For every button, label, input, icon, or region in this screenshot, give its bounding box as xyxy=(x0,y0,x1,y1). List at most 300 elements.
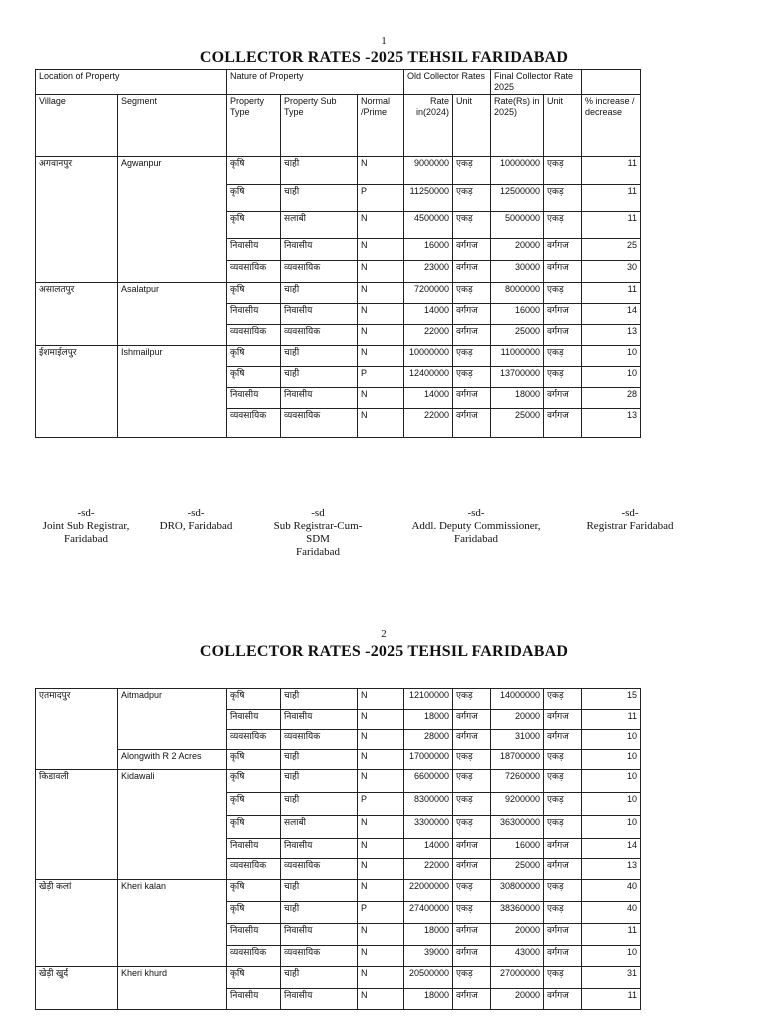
cell-village xyxy=(36,304,118,325)
cell-normal-prime: N xyxy=(358,261,404,283)
cell-unit-old: एकड़ xyxy=(453,816,491,839)
page-title-2: COLLECTOR RATES -2025 TEHSIL FARIDABAD xyxy=(199,643,569,660)
cell-unit-new: एकड़ xyxy=(544,816,582,839)
cell-rate-2024: 18000 xyxy=(404,710,453,730)
header-final-rates: Final Collector Rate 2025 xyxy=(491,70,582,95)
col-property-type: Property Type xyxy=(227,95,281,157)
cell-property-type: निवासीय xyxy=(227,239,281,261)
cell-percent-change: 11 xyxy=(582,185,641,212)
cell-segment xyxy=(118,859,227,880)
cell-village xyxy=(36,239,118,261)
cell-percent-change: 11 xyxy=(582,989,641,1010)
page-number: 1 xyxy=(381,35,387,47)
cell-village xyxy=(36,367,118,388)
cell-segment xyxy=(118,325,227,346)
cell-rate-2024: 22000000 xyxy=(404,880,453,902)
signature-block xyxy=(0,507,768,558)
cell-village xyxy=(36,710,118,730)
cell-property-sub-type: चाही xyxy=(281,902,358,924)
cell-rate-2025: 16000 xyxy=(491,304,544,325)
cell-property-sub-type: व्यवसायिक xyxy=(281,325,358,346)
cell-property-type: व्यवसायिक xyxy=(227,325,281,346)
cell-normal-prime: N xyxy=(358,157,404,185)
cell-property-type: निवासीय xyxy=(227,839,281,859)
cell-percent-change: 10 xyxy=(582,750,641,770)
cell-property-type: निवासीय xyxy=(227,388,281,409)
cell-unit-old: एकड़ xyxy=(453,689,491,710)
cell-unit-new: एकड़ xyxy=(544,967,582,989)
table-row xyxy=(36,388,641,409)
table-row xyxy=(36,816,641,839)
cell-percent-change: 13 xyxy=(582,859,641,880)
cell-rate-2024: 12400000 xyxy=(404,367,453,388)
cell-village xyxy=(36,946,118,967)
cell-unit-old: वर्गगज xyxy=(453,325,491,346)
cell-property-sub-type: चाही xyxy=(281,283,358,304)
signature-mark: -sd- xyxy=(77,507,95,519)
cell-unit-old: एकड़ xyxy=(453,283,491,304)
cell-unit-new: वर्गगज xyxy=(544,409,582,438)
cell-segment xyxy=(118,239,227,261)
col-normal-prime: Normal /Prime xyxy=(358,95,404,157)
cell-rate-2025: 25000 xyxy=(491,409,544,438)
cell-property-type: कृषि xyxy=(227,157,281,185)
cell-unit-new: एकड़ xyxy=(544,689,582,710)
cell-segment xyxy=(118,185,227,212)
cell-segment: Kheri kalan xyxy=(118,880,227,902)
table-row xyxy=(36,924,641,946)
cell-rate-2025: 36300000 xyxy=(491,816,544,839)
cell-segment: Kheri khurd xyxy=(118,967,227,989)
cell-village: खेड़ी खुर्द xyxy=(36,967,118,989)
cell-normal-prime: N xyxy=(358,946,404,967)
table-row xyxy=(36,880,641,902)
table-row xyxy=(36,859,641,880)
signature xyxy=(152,507,240,533)
cell-percent-change: 10 xyxy=(582,946,641,967)
cell-property-type: निवासीय xyxy=(227,304,281,325)
cell-property-type: व्यवसायिक xyxy=(227,859,281,880)
collector-rates-table xyxy=(35,69,641,438)
cell-property-type: कृषि xyxy=(227,750,281,770)
cell-property-sub-type: निवासीय xyxy=(281,239,358,261)
cell-percent-change: 10 xyxy=(582,816,641,839)
signature-line2: Faridabad xyxy=(296,546,340,558)
signature-line1: Joint Sub Registrar, xyxy=(42,520,130,532)
cell-rate-2025: 30000 xyxy=(491,261,544,283)
cell-property-sub-type: सलाबी xyxy=(281,816,358,839)
cell-rate-2025: 14000000 xyxy=(491,689,544,710)
cell-normal-prime: N xyxy=(358,816,404,839)
cell-unit-old: वर्गगज xyxy=(453,261,491,283)
cell-rate-2025: 9200000 xyxy=(491,793,544,816)
cell-normal-prime: N xyxy=(358,346,404,367)
cell-segment xyxy=(118,409,227,438)
cell-unit-old: वर्गगज xyxy=(453,239,491,261)
cell-segment xyxy=(118,710,227,730)
cell-rate-2025: 27000000 xyxy=(491,967,544,989)
cell-normal-prime: P xyxy=(358,367,404,388)
col-village: Village xyxy=(36,95,118,157)
table-row xyxy=(36,793,641,816)
cell-unit-new: वर्गगज xyxy=(544,388,582,409)
cell-unit-new: एकड़ xyxy=(544,346,582,367)
signature-mark: -sd- xyxy=(467,507,485,519)
cell-segment: Agwanpur xyxy=(118,157,227,185)
cell-segment xyxy=(118,367,227,388)
signature-line1: Sub Registrar-Cum-SDM xyxy=(273,520,363,545)
cell-property-sub-type: व्यवसायिक xyxy=(281,730,358,750)
cell-property-sub-type: व्यवसायिक xyxy=(281,946,358,967)
cell-property-type: व्यवसायिक xyxy=(227,261,281,283)
cell-village: ईशमाईलपुर xyxy=(36,346,118,367)
cell-segment xyxy=(118,839,227,859)
cell-rate-2025: 38360000 xyxy=(491,902,544,924)
cell-segment xyxy=(118,902,227,924)
cell-village xyxy=(36,750,118,770)
cell-percent-change: 15 xyxy=(582,689,641,710)
cell-rate-2024: 22000 xyxy=(404,409,453,438)
table-row xyxy=(36,730,641,750)
cell-rate-2025: 5000000 xyxy=(491,212,544,239)
cell-village xyxy=(36,924,118,946)
cell-unit-old: एकड़ xyxy=(453,346,491,367)
cell-village xyxy=(36,793,118,816)
table-row xyxy=(36,185,641,212)
cell-normal-prime: N xyxy=(358,325,404,346)
cell-village xyxy=(36,388,118,409)
cell-percent-change: 10 xyxy=(582,730,641,750)
table-row xyxy=(36,304,641,325)
cell-rate-2024: 18000 xyxy=(404,989,453,1010)
cell-normal-prime: N xyxy=(358,388,404,409)
table-row xyxy=(36,367,641,388)
cell-rate-2024: 14000 xyxy=(404,304,453,325)
cell-property-type: कृषि xyxy=(227,880,281,902)
cell-rate-2024: 20500000 xyxy=(404,967,453,989)
cell-rate-2024: 23000 xyxy=(404,261,453,283)
cell-village xyxy=(36,409,118,438)
cell-unit-old: एकड़ xyxy=(453,902,491,924)
cell-village xyxy=(36,185,118,212)
cell-rate-2024: 39000 xyxy=(404,946,453,967)
cell-village xyxy=(36,859,118,880)
table-row xyxy=(36,839,641,859)
cell-village: असालतपुर xyxy=(36,283,118,304)
cell-unit-new: एकड़ xyxy=(544,770,582,793)
cell-unit-old: वर्गगज xyxy=(453,388,491,409)
header-location: Location of Property xyxy=(36,70,227,95)
cell-segment: Asalatpur xyxy=(118,283,227,304)
cell-rate-2024: 14000 xyxy=(404,388,453,409)
table-row xyxy=(36,409,641,438)
cell-percent-change: 40 xyxy=(582,902,641,924)
cell-rate-2025: 20000 xyxy=(491,989,544,1010)
cell-village: किडावली xyxy=(36,770,118,793)
header-group-row xyxy=(36,70,641,95)
cell-property-sub-type: चाही xyxy=(281,157,358,185)
cell-property-sub-type: व्यवसायिक xyxy=(281,261,358,283)
cell-unit-new: वर्गगज xyxy=(544,989,582,1010)
cell-rate-2025: 20000 xyxy=(491,239,544,261)
cell-percent-change: 31 xyxy=(582,967,641,989)
header-old-rates: Old Collector Rates xyxy=(404,70,491,95)
cell-property-sub-type: चाही xyxy=(281,367,358,388)
table-row xyxy=(36,770,641,793)
cell-unit-new: एकड़ xyxy=(544,283,582,304)
col-unit-old: Unit xyxy=(453,95,491,157)
cell-normal-prime: N xyxy=(358,409,404,438)
col-rate-2024: Rate in(2024) xyxy=(404,95,453,157)
cell-segment: Aitmadpur xyxy=(118,689,227,710)
cell-village xyxy=(36,325,118,346)
page-number-2: 2 xyxy=(381,628,387,640)
cell-property-sub-type: निवासीय xyxy=(281,388,358,409)
signature-line1: Addl. Deputy Commissioner, xyxy=(411,520,541,532)
cell-property-sub-type: चाही xyxy=(281,750,358,770)
cell-property-type: निवासीय xyxy=(227,989,281,1010)
cell-village xyxy=(36,816,118,839)
cell-unit-new: एकड़ xyxy=(544,750,582,770)
cell-segment xyxy=(118,304,227,325)
cell-unit-new: वर्गगज xyxy=(544,710,582,730)
col-percent-change: % increase / decrease xyxy=(582,95,641,157)
table-row xyxy=(36,989,641,1010)
table-row xyxy=(36,283,641,304)
column-header-row xyxy=(36,95,641,157)
signature-line2: Faridabad xyxy=(454,533,498,545)
cell-village xyxy=(36,261,118,283)
cell-percent-change: 14 xyxy=(582,839,641,859)
cell-normal-prime: N xyxy=(358,212,404,239)
cell-segment xyxy=(118,793,227,816)
cell-unit-new: एकड़ xyxy=(544,902,582,924)
table-row xyxy=(36,346,641,367)
cell-rate-2024: 7200000 xyxy=(404,283,453,304)
cell-percent-change: 30 xyxy=(582,261,641,283)
cell-unit-old: एकड़ xyxy=(453,157,491,185)
table-row xyxy=(36,157,641,185)
cell-property-type: कृषि xyxy=(227,689,281,710)
cell-unit-old: वर्गगज xyxy=(453,989,491,1010)
cell-rate-2025: 12500000 xyxy=(491,185,544,212)
cell-property-sub-type: व्यवसायिक xyxy=(281,409,358,438)
cell-property-type: निवासीय xyxy=(227,710,281,730)
cell-rate-2024: 6600000 xyxy=(404,770,453,793)
cell-normal-prime: N xyxy=(358,283,404,304)
cell-percent-change: 11 xyxy=(582,924,641,946)
cell-property-sub-type: चाही xyxy=(281,689,358,710)
cell-unit-old: एकड़ xyxy=(453,367,491,388)
cell-unit-old: एकड़ xyxy=(453,185,491,212)
cell-rate-2025: 10000000 xyxy=(491,157,544,185)
cell-unit-old: वर्गगज xyxy=(453,710,491,730)
cell-rate-2025: 20000 xyxy=(491,924,544,946)
cell-unit-old: एकड़ xyxy=(453,793,491,816)
cell-segment xyxy=(118,816,227,839)
cell-rate-2024: 4500000 xyxy=(404,212,453,239)
cell-segment xyxy=(118,730,227,750)
cell-rate-2025: 11000000 xyxy=(491,346,544,367)
cell-rate-2025: 7260000 xyxy=(491,770,544,793)
cell-unit-old: वर्गगज xyxy=(453,946,491,967)
cell-unit-new: वर्गगज xyxy=(544,839,582,859)
table-row xyxy=(36,902,641,924)
cell-normal-prime: N xyxy=(358,730,404,750)
cell-rate-2024: 27400000 xyxy=(404,902,453,924)
cell-segment xyxy=(118,946,227,967)
cell-unit-new: एकड़ xyxy=(544,185,582,212)
cell-property-type: कृषि xyxy=(227,902,281,924)
cell-property-type: कृषि xyxy=(227,770,281,793)
col-segment: Segment xyxy=(118,95,227,157)
table-row xyxy=(36,239,641,261)
table-row xyxy=(36,750,641,770)
cell-property-sub-type: सलाबी xyxy=(281,212,358,239)
cell-property-type: व्यवसायिक xyxy=(227,730,281,750)
cell-rate-2025: 30800000 xyxy=(491,880,544,902)
cell-rate-2025: 13700000 xyxy=(491,367,544,388)
cell-unit-new: वर्गगज xyxy=(544,859,582,880)
collector-rates-table-2 xyxy=(35,688,641,1010)
header-blank xyxy=(582,70,641,95)
cell-property-sub-type: निवासीय xyxy=(281,924,358,946)
cell-rate-2024: 16000 xyxy=(404,239,453,261)
cell-village xyxy=(36,212,118,239)
cell-percent-change: 13 xyxy=(582,409,641,438)
cell-percent-change: 13 xyxy=(582,325,641,346)
cell-property-type: कृषि xyxy=(227,367,281,388)
cell-segment xyxy=(118,212,227,239)
cell-rate-2024: 22000 xyxy=(404,325,453,346)
cell-segment xyxy=(118,261,227,283)
cell-unit-old: एकड़ xyxy=(453,750,491,770)
cell-rate-2024: 17000000 xyxy=(404,750,453,770)
cell-unit-new: वर्गगज xyxy=(544,261,582,283)
cell-rate-2024: 28000 xyxy=(404,730,453,750)
cell-property-type: कृषि xyxy=(227,283,281,304)
cell-percent-change: 10 xyxy=(582,770,641,793)
cell-property-type: व्यवसायिक xyxy=(227,946,281,967)
cell-normal-prime: N xyxy=(358,859,404,880)
cell-unit-new: एकड़ xyxy=(544,367,582,388)
cell-percent-change: 40 xyxy=(582,880,641,902)
cell-rate-2024: 9000000 xyxy=(404,157,453,185)
cell-rate-2025: 31000 xyxy=(491,730,544,750)
cell-unit-new: वर्गगज xyxy=(544,239,582,261)
cell-percent-change: 11 xyxy=(582,710,641,730)
cell-percent-change: 28 xyxy=(582,388,641,409)
cell-normal-prime: N xyxy=(358,710,404,730)
signature-line2: Faridabad xyxy=(64,533,108,545)
table-row xyxy=(36,689,641,710)
col-rate-2025: Rate(Rs) in 2025) xyxy=(491,95,544,157)
cell-rate-2024: 8300000 xyxy=(404,793,453,816)
cell-rate-2025: 20000 xyxy=(491,710,544,730)
cell-normal-prime: N xyxy=(358,770,404,793)
cell-rate-2025: 8000000 xyxy=(491,283,544,304)
page-title: COLLECTOR RATES -2025 TEHSIL FARIDABAD xyxy=(199,49,569,66)
cell-unit-old: एकड़ xyxy=(453,967,491,989)
cell-unit-new: एकड़ xyxy=(544,157,582,185)
cell-property-type: निवासीय xyxy=(227,924,281,946)
cell-property-sub-type: चाही xyxy=(281,185,358,212)
cell-unit-new: वर्गगज xyxy=(544,924,582,946)
cell-percent-change: 11 xyxy=(582,212,641,239)
signature-mark: -sd- xyxy=(621,507,639,519)
cell-unit-old: वर्गगज xyxy=(453,839,491,859)
cell-percent-change: 10 xyxy=(582,346,641,367)
cell-property-sub-type: चाही xyxy=(281,880,358,902)
cell-property-sub-type: निवासीय xyxy=(281,989,358,1010)
cell-normal-prime: P xyxy=(358,185,404,212)
cell-unit-old: वर्गगज xyxy=(453,924,491,946)
cell-unit-new: वर्गगज xyxy=(544,304,582,325)
cell-village: एतमादपुर xyxy=(36,689,118,710)
cell-unit-old: वर्गगज xyxy=(453,859,491,880)
cell-property-type: कृषि xyxy=(227,185,281,212)
cell-normal-prime: N xyxy=(358,924,404,946)
cell-rate-2024: 22000 xyxy=(404,859,453,880)
cell-normal-prime: N xyxy=(358,239,404,261)
cell-rate-2024: 18000 xyxy=(404,924,453,946)
cell-rate-2024: 3300000 xyxy=(404,816,453,839)
table-row xyxy=(36,967,641,989)
cell-village xyxy=(36,902,118,924)
cell-rate-2025: 25000 xyxy=(491,325,544,346)
header-nature: Nature of Property xyxy=(227,70,404,95)
cell-rate-2024: 12100000 xyxy=(404,689,453,710)
signature-line1: Registrar Faridabad xyxy=(586,520,674,532)
cell-property-type: कृषि xyxy=(227,346,281,367)
cell-property-sub-type: व्यवसायिक xyxy=(281,859,358,880)
cell-unit-new: एकड़ xyxy=(544,793,582,816)
cell-property-sub-type: निवासीय xyxy=(281,304,358,325)
col-property-sub-type: Property Sub Type xyxy=(281,95,358,157)
cell-property-sub-type: निवासीय xyxy=(281,839,358,859)
cell-unit-new: वर्गगज xyxy=(544,946,582,967)
signature xyxy=(578,507,682,533)
cell-property-sub-type: चाही xyxy=(281,770,358,793)
cell-segment: Ishmailpur xyxy=(118,346,227,367)
cell-rate-2024: 10000000 xyxy=(404,346,453,367)
cell-percent-change: 10 xyxy=(582,367,641,388)
cell-village: खेड़ी कलां xyxy=(36,880,118,902)
signature xyxy=(402,507,550,546)
cell-unit-new: एकड़ xyxy=(544,212,582,239)
cell-unit-new: वर्गगज xyxy=(544,730,582,750)
cell-normal-prime: P xyxy=(358,902,404,924)
cell-rate-2025: 16000 xyxy=(491,839,544,859)
cell-rate-2025: 18000 xyxy=(491,388,544,409)
table-row xyxy=(36,946,641,967)
cell-percent-change: 11 xyxy=(582,283,641,304)
signature-mark: -sd- xyxy=(187,507,205,519)
cell-property-type: कृषि xyxy=(227,212,281,239)
cell-normal-prime: P xyxy=(358,793,404,816)
cell-property-type: व्यवसायिक xyxy=(227,409,281,438)
cell-property-sub-type: निवासीय xyxy=(281,710,358,730)
cell-rate-2024: 14000 xyxy=(404,839,453,859)
cell-rate-2025: 25000 xyxy=(491,859,544,880)
signature-mark: -sd xyxy=(311,507,325,519)
cell-property-type: कृषि xyxy=(227,816,281,839)
cell-unit-new: वर्गगज xyxy=(544,325,582,346)
cell-percent-change: 14 xyxy=(582,304,641,325)
signature xyxy=(34,507,138,546)
cell-rate-2024: 11250000 xyxy=(404,185,453,212)
cell-rate-2025: 18700000 xyxy=(491,750,544,770)
